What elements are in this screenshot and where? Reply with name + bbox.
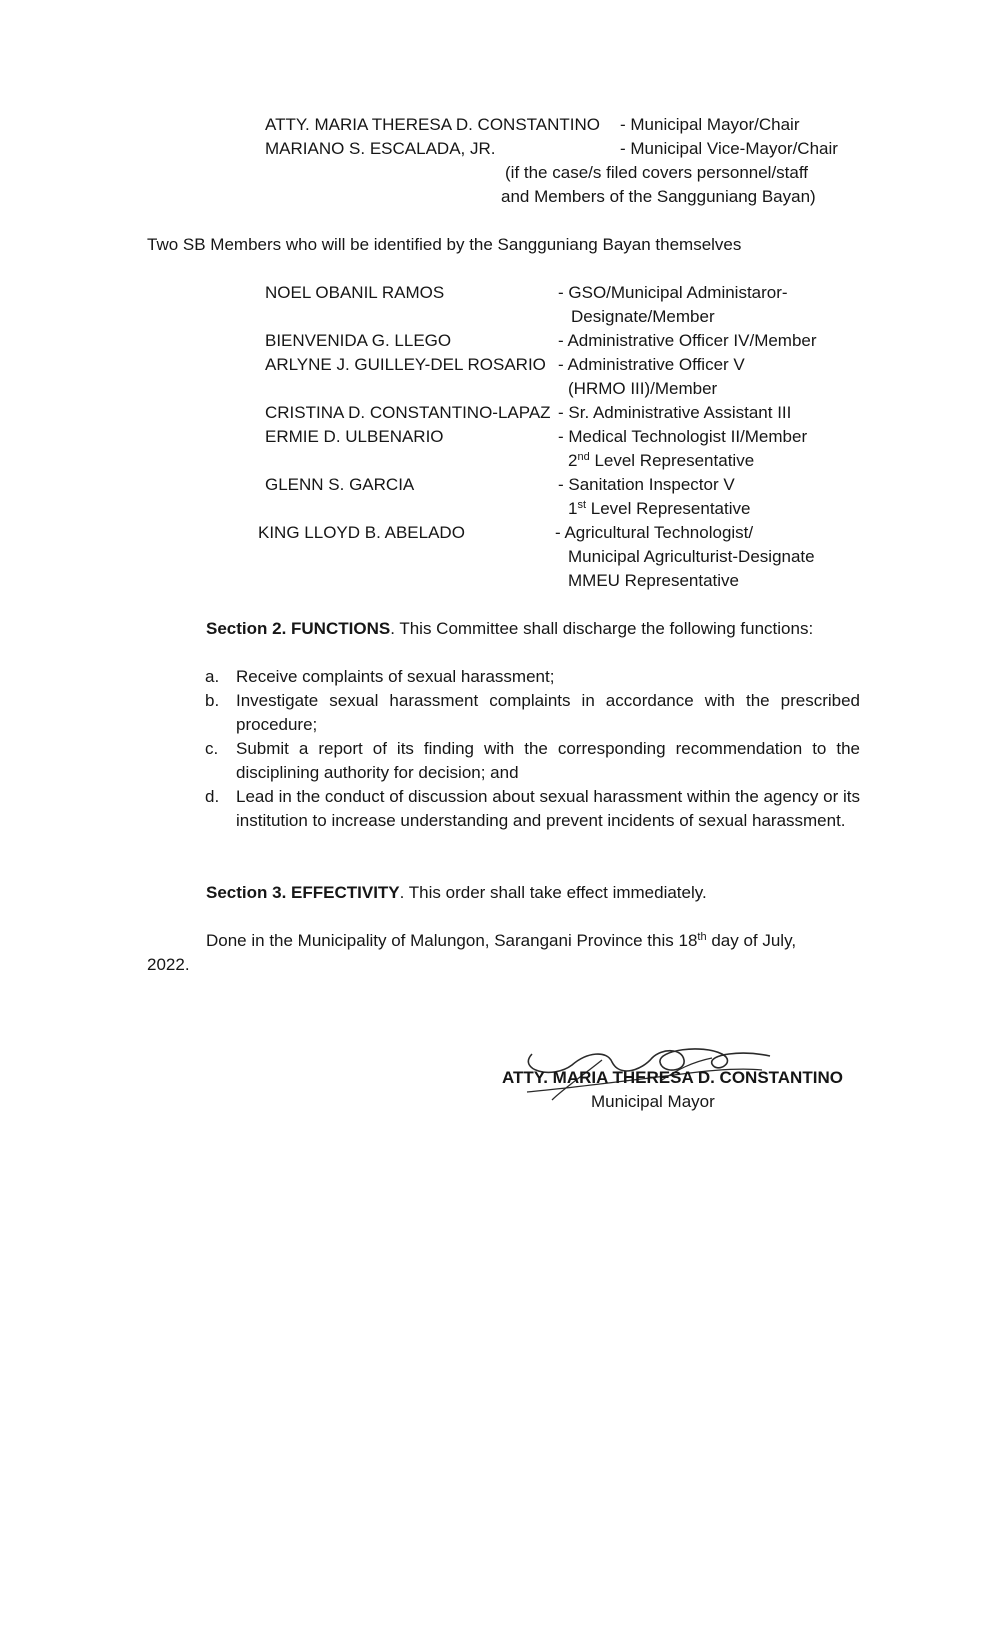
chair-role: - Municipal Mayor/Chair (620, 115, 800, 134)
list-letter: b. (205, 691, 220, 710)
chair-note: (if the case/s filed covers personnel/staff (505, 163, 809, 182)
signatory-title: Municipal Mayor (591, 1092, 715, 1111)
member-role: - GSO/Municipal Administaror- (558, 283, 788, 302)
member-role: (HRMO III)/Member (568, 379, 718, 398)
member-role: 1st Level Representative (568, 499, 751, 518)
section-3-paragraph: Section 3. EFFECTIVITY. This order shall take effect immediately. (206, 883, 707, 902)
list-letter: d. (205, 787, 220, 806)
chair-note: and Members of the Sangguniang Bayan) (501, 187, 816, 206)
list-letter: c. (205, 739, 219, 758)
chair-role: - Municipal Vice-Mayor/Chair (620, 139, 838, 158)
signatory-name: ATTY. MARIA THERESA D. CONSTANTINO (502, 1068, 843, 1087)
done-year: 2022. (147, 955, 190, 974)
list-item: Lead in the conduct of discussion about sexual harassment within the agency or its institution to increase understanding and prevent incidents of sexual harassment. (236, 787, 860, 830)
member-role: Municipal Agriculturist-Designate (568, 547, 815, 566)
member-role: 2nd Level Representative (568, 451, 755, 470)
list-item: Receive complaints of sexual harassment; (236, 667, 555, 686)
list-item: Submit a report of its finding with the corresponding recommendation to the disciplining authority for decision; and (236, 739, 860, 782)
list-item: Investigate sexual harassment complaints in accordance with the prescribed procedure; (236, 691, 860, 734)
member-name: GLENN S. GARCIA (265, 475, 415, 494)
member-name: BIENVENIDA G. LLEGO (265, 331, 452, 350)
member-role: - Medical Technologist II/Member (558, 427, 808, 446)
member-role: MMEU Representative (568, 571, 740, 590)
member-name: ERMIE D. ULBENARIO (265, 427, 444, 446)
sb-members-line: Two SB Members who will be identified by the Sangguniang Bayan themselves (147, 235, 742, 254)
chair-name: ATTY. MARIA THERESA D. CONSTANTINO (265, 115, 601, 134)
section-3-heading: Section 3. EFFECTIVITY (206, 883, 400, 902)
member-name: KING LLOYD B. ABELADO (258, 523, 465, 542)
member-role: - Sr. Administrative Assistant III (558, 403, 792, 422)
member-role: Designate/Member (571, 307, 715, 326)
list-letter: a. (205, 667, 220, 686)
member-name: ARLYNE J. GUILLEY-DEL ROSARIO (265, 355, 546, 374)
done-paragraph: Done in the Municipality of Malungon, Sarangani Province this 18th day of July, (206, 931, 797, 950)
member-role: - Administrative Officer IV/Member (558, 331, 817, 350)
member-role: - Sanitation Inspector V (558, 475, 735, 494)
member-name: CRISTINA D. CONSTANTINO-LAPAZ (265, 403, 551, 422)
member-name: NOEL OBANIL RAMOS (265, 283, 445, 302)
member-role: - Agricultural Technologist/ (555, 523, 754, 542)
section-2-heading: Section 2. FUNCTIONS (206, 619, 391, 638)
section-2-paragraph: Section 2. FUNCTIONS. This Committee shall discharge the following functions: (206, 619, 814, 638)
member-role: - Administrative Officer V (558, 355, 745, 374)
chair-name: MARIANO S. ESCALADA, JR. (265, 139, 496, 158)
